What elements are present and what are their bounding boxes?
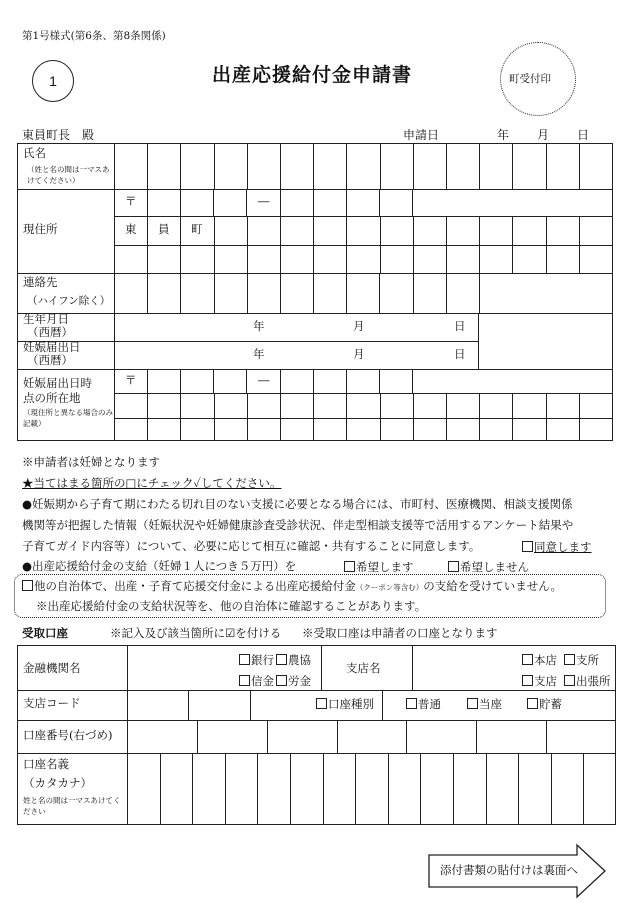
grid-divider (246, 369, 247, 393)
grid-divider (192, 789, 193, 825)
inst-shinkin-checkbox[interactable]: 信金 (239, 675, 274, 688)
grid-divider (247, 143, 248, 189)
grid-divider (313, 369, 314, 393)
grid-divider (250, 690, 251, 720)
preg-address-line-1[interactable] (114, 393, 612, 418)
grid-divider (512, 393, 513, 418)
other-municipality-note: ※出産応援給付金の支給状況等を、他の自治体に確認することがあります。 (36, 599, 427, 613)
reception-stamp: 町受付印 (500, 42, 576, 116)
grid-divider (479, 216, 480, 245)
grid-divider (346, 216, 347, 245)
grid-divider (188, 690, 189, 720)
grid-divider (546, 216, 547, 245)
grid-divider (290, 753, 291, 789)
consent-line-2: 機関等が把握した情報（妊娠状況や妊婦健康診査受診状況、伴走型相談支援等で活用するアンケート結果や (22, 518, 574, 532)
grid-divider (546, 418, 547, 441)
contact-label: 連絡先 (23, 275, 58, 289)
grid-divider (479, 418, 480, 441)
inst-agri-checkbox[interactable]: 農協 (276, 654, 311, 667)
grid-divider (180, 369, 181, 393)
preg-address-line-2[interactable] (114, 418, 612, 441)
grid-divider (583, 753, 584, 789)
grid-divider (512, 143, 513, 189)
grid-divider (213, 189, 214, 216)
applicant-note: ※申請者は妊婦となります (22, 455, 160, 469)
branch-label: 支店名 (346, 661, 381, 675)
consent-line-1: ●妊娠期から子育て期にわたる切れ目のない支援に必要となる場合には、市町村、医療機関、相談支援関係 (22, 497, 573, 511)
grid-divider (346, 418, 347, 441)
grid-divider (379, 189, 380, 216)
grid-divider (147, 418, 148, 441)
grid-divider (225, 753, 226, 789)
name-label: 氏名 (23, 146, 46, 160)
grid-divider (346, 189, 347, 216)
grid-divider (147, 189, 148, 216)
grid-divider (355, 753, 356, 789)
grid-divider (579, 245, 580, 273)
grid-divider (413, 418, 414, 441)
grid-divider (147, 245, 148, 273)
acct-type-savings[interactable]: 貯蓄 (527, 698, 562, 711)
grid-divider (446, 273, 447, 313)
bank-title: 受取口座 (22, 626, 68, 640)
grid-divider (160, 753, 161, 789)
grid-divider (313, 418, 314, 441)
grid-divider (380, 418, 381, 441)
grid-divider (518, 789, 519, 825)
grid-divider (313, 273, 314, 313)
acct-type-ordinary[interactable]: 普通 (406, 698, 441, 711)
grid-divider (413, 245, 414, 273)
grid-divider (197, 720, 198, 753)
grid-divider (413, 216, 414, 245)
address-label: 現住所 (23, 222, 58, 236)
grid-divider (313, 245, 314, 273)
acct-type-current[interactable]: 当座 (467, 698, 502, 711)
grid-divider (192, 753, 193, 789)
birth-label: 生年月日 (23, 312, 69, 326)
name-note: （姓と名の間は一マスあけてください） (27, 165, 110, 185)
grid-divider (583, 789, 584, 825)
grid-divider (180, 189, 181, 216)
grid-divider (313, 393, 314, 418)
grid-divider (247, 273, 248, 313)
institution-label: 金融機関名 (23, 661, 81, 675)
grid-divider (257, 789, 258, 825)
other-municipality-checkbox[interactable]: 他の自治体で、出産・子育て応援交付金による出産応援給付金（クーポン等含む）の支給を受けていません。 (22, 580, 562, 594)
grid-divider (546, 393, 547, 418)
grid-divider (313, 143, 314, 189)
grid-divider (579, 393, 580, 418)
grid-divider (280, 189, 281, 216)
acct-name-line-1[interactable] (127, 753, 616, 789)
grid-divider (546, 720, 547, 753)
grid-divider (213, 369, 214, 393)
grid-divider (379, 369, 380, 393)
grid-divider (290, 789, 291, 825)
grid-divider (323, 753, 324, 789)
grid-divider (476, 720, 477, 753)
grid-divider (180, 393, 181, 418)
grid-divider (406, 720, 407, 753)
apply-date-label: 申請日 (403, 128, 440, 142)
grid-divider (546, 143, 547, 189)
grid-divider (453, 789, 454, 825)
grid-divider (446, 216, 447, 245)
preg-date-label: 妊娠届出日 (23, 340, 81, 354)
grid-divider (280, 418, 281, 441)
grid-divider (388, 789, 389, 825)
grid-divider (246, 189, 247, 216)
grid-divider (380, 143, 381, 189)
grid-divider (247, 245, 248, 273)
grid-divider (214, 245, 215, 273)
grid-divider (180, 418, 181, 441)
grid-divider (346, 273, 347, 313)
contact-note: （ハイフン除く） (27, 295, 111, 307)
grid-divider (147, 143, 148, 189)
addressee: 東員町長 殿 (22, 128, 95, 142)
grid-divider (446, 393, 447, 418)
grid-divider (346, 393, 347, 418)
branch-code-field[interactable] (127, 690, 311, 720)
grid-divider (214, 143, 215, 189)
grid-divider (313, 216, 314, 245)
grid-divider (280, 393, 281, 418)
acct-name-line-2[interactable] (127, 789, 616, 825)
branch-office-checkbox[interactable]: 出張所 (564, 675, 611, 688)
acct-name-note: 姓と名の間は一マスあけてください (23, 796, 121, 816)
grid-divider (214, 216, 215, 245)
acct-name-label: 口座名義 (23, 757, 69, 771)
postal-mark: 〒 (125, 194, 137, 208)
grid-divider (579, 143, 580, 189)
grid-divider (453, 753, 454, 789)
grid-divider (413, 143, 414, 189)
grid-divider (247, 216, 248, 245)
grid-divider (180, 273, 181, 313)
acct-no-field[interactable] (127, 720, 616, 753)
grid-divider (446, 245, 447, 273)
preg-addr-label: 妊娠届出日時 (23, 376, 92, 390)
branch-branch-checkbox[interactable]: 支店 (522, 675, 557, 688)
grid-divider (346, 245, 347, 273)
grid-divider (280, 216, 281, 245)
consent-line-3: 子育てガイド内容等）について、必要に応じて相互に確認・共有することに同意します。 (22, 539, 481, 553)
grid-divider (413, 393, 414, 418)
grid-divider (380, 245, 381, 273)
grid-divider (446, 143, 447, 189)
grid-divider (280, 369, 281, 393)
attachment-note: 添付書類の貼付けは裏面へ (440, 863, 578, 877)
grid-divider (257, 753, 258, 789)
grid-divider (147, 393, 148, 418)
grid-divider (214, 418, 215, 441)
grid-divider (160, 789, 161, 825)
grid-divider (479, 393, 480, 418)
grid-divider (388, 753, 389, 789)
grid-divider (479, 273, 480, 313)
grid-divider (479, 245, 480, 273)
form-title: 出産応援給付金申請書 (212, 64, 413, 86)
grid-divider (446, 418, 447, 441)
branch-sub-checkbox[interactable]: 支所 (564, 654, 599, 667)
grid-divider (512, 216, 513, 245)
grid-divider (180, 216, 181, 245)
inst-rokin-checkbox[interactable]: 労金 (276, 675, 311, 688)
grid-divider (280, 143, 281, 189)
grid-divider (512, 245, 513, 273)
consent-checkbox[interactable]: 同意します (522, 541, 592, 554)
grid-divider (413, 273, 414, 313)
grid-divider (323, 789, 324, 825)
grid-divider (379, 273, 380, 313)
grid-divider (355, 789, 356, 825)
branch-main-checkbox[interactable]: 本店 (522, 654, 557, 667)
acct-type-label: 口座種別 (316, 698, 374, 711)
grid-divider (346, 143, 347, 189)
number-circle: 1 (32, 60, 74, 102)
contact-input-grid[interactable] (114, 273, 512, 313)
grid-divider (214, 273, 215, 313)
payment-no-checkbox[interactable]: 希望しません (448, 561, 529, 574)
grid-divider (280, 273, 281, 313)
grid-divider (551, 789, 552, 825)
inst-bank-checkbox[interactable]: 銀行 (239, 654, 274, 667)
grid-divider (518, 753, 519, 789)
grid-divider (346, 369, 347, 393)
postal-dash: ― (258, 194, 270, 208)
grid-divider (225, 789, 226, 825)
preg-addr-note: （現住所と異なる場合のみ記載） (23, 408, 113, 428)
birth-date-field[interactable] (114, 313, 478, 369)
payment-line: ●出産応援給付金の支給（妊婦１人につき５万円）を (22, 559, 297, 573)
grid-divider (546, 245, 547, 273)
address-line-2[interactable] (114, 245, 612, 273)
grid-divider (147, 273, 148, 313)
grid-divider (420, 789, 421, 825)
grid-divider (180, 245, 181, 273)
grid-divider (267, 720, 268, 753)
grid-divider (579, 418, 580, 441)
grid-divider (486, 789, 487, 825)
grid-divider (337, 720, 338, 753)
grid-divider (551, 753, 552, 789)
grid-divider (247, 393, 248, 418)
grid-divider (147, 216, 148, 245)
branch-code-label: 支店コード (23, 696, 81, 710)
check-instruction: ★当てはまる箇所の□にチェック✓してください。 (22, 476, 282, 490)
grid-divider (147, 369, 148, 393)
grid-divider (380, 216, 381, 245)
grid-divider (420, 753, 421, 789)
form-number: 第1号様式(第6条、第8条関係) (22, 30, 166, 42)
name-input-grid[interactable] (114, 143, 612, 189)
grid-divider (313, 189, 314, 216)
grid-divider (247, 418, 248, 441)
address-line-1[interactable] (114, 216, 612, 245)
grid-divider (214, 393, 215, 418)
grid-divider (479, 143, 480, 189)
grid-divider (486, 753, 487, 789)
payment-yes-checkbox[interactable]: 希望します (344, 561, 414, 574)
grid-divider (512, 418, 513, 441)
grid-divider (579, 216, 580, 245)
acct-no-label: 口座番号(右づめ) (23, 728, 113, 742)
grid-divider (280, 245, 281, 273)
grid-divider (180, 143, 181, 189)
grid-divider (380, 393, 381, 418)
